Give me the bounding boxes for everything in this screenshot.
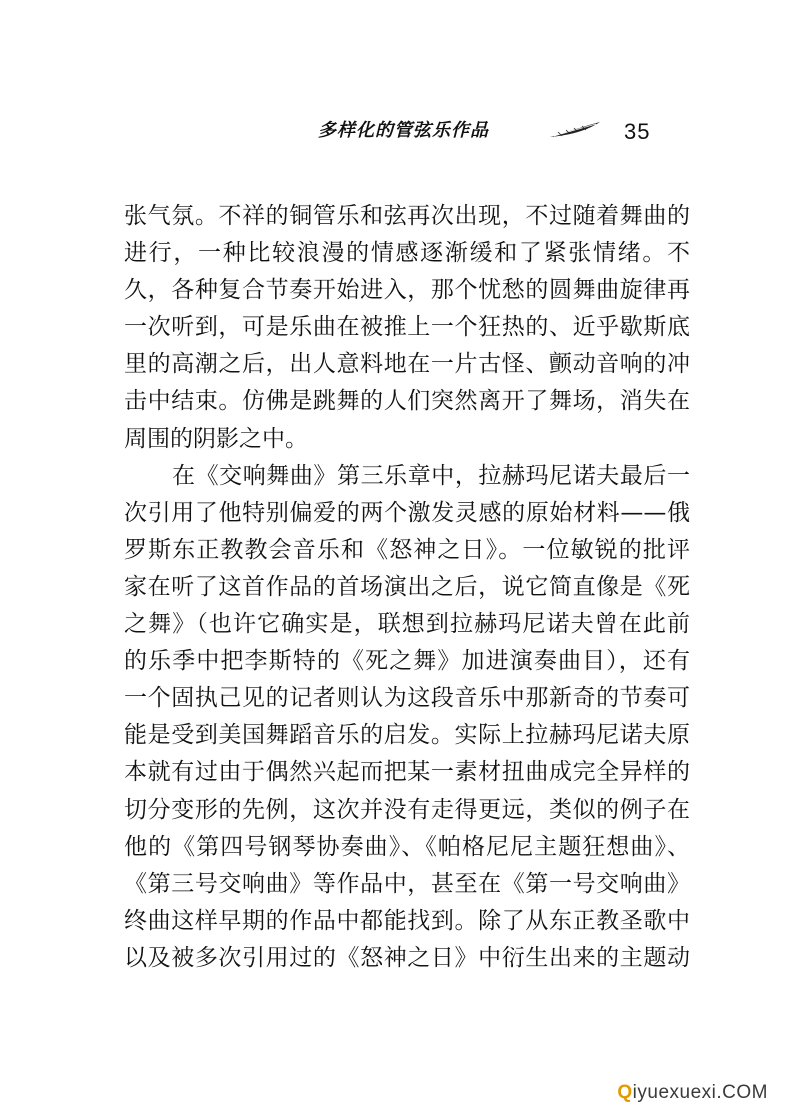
text-line: 切分变形的先例，这次并没有走得更远，类似的例子在 [124, 796, 690, 823]
text-line: 以及被多次引用过的《怒神之日》中衍生出来的主题动 [124, 944, 690, 971]
running-title: 多样化的管弦乐作品 [318, 120, 489, 141]
site-watermark [617, 1082, 768, 1104]
text-line: 家在听了这首作品的首场演出之后，说它简直像是《死 [124, 573, 690, 600]
text-line: 《第三号交响曲》等作品中，甚至在《第一号交响曲》 [124, 870, 690, 897]
watermark-logo-letter: Q [617, 1082, 633, 1103]
text-line: 本就有过由于偶然兴起而把某一素材扭曲成完全异样的 [124, 759, 690, 786]
text-line: 的乐季中把李斯特的《死之舞》加进演奏曲目），还有 [124, 648, 690, 675]
page-number: 35 [624, 119, 651, 144]
text-line: 他的《第四号钢琴协奏曲》、《帕格尼尼主题狂想曲》、 [124, 833, 690, 860]
text-line: 击中结束。仿佛是跳舞的人们突然离开了舞场，消失在 [124, 388, 690, 415]
quill-ornament-icon [548, 120, 602, 140]
running-header [0, 118, 794, 148]
text-line: 周围的阴影之中。 [124, 425, 308, 452]
text-line: 终曲这样早期的作品中都能找到。除了从东正教圣歌中 [124, 907, 690, 934]
text-line: 久，各种复合节奏开始进入，那个忧愁的圆舞曲旋律再 [124, 277, 690, 304]
text-line: 一次听到，可是乐曲在被推上一个狂热的、近乎歇斯底 [124, 314, 690, 341]
paragraph [124, 198, 690, 458]
text-line: 之舞》（也许它确实是，联想到拉赫玛尼诺夫曾在此前 [124, 611, 690, 638]
text-line: 在《交响舞曲》第三乐章中，拉赫玛尼诺夫最后一 [172, 462, 690, 489]
paragraph [124, 458, 690, 977]
text-line: 里的高潮之后，出人意料地在一片古怪、颤动音响的冲 [124, 351, 690, 378]
text-line: 罗斯东正教教会音乐和《怒神之日》。一位敏锐的批评 [124, 536, 690, 563]
text-line: 能是受到美国舞蹈音乐的启发。实际上拉赫玛尼诺夫原 [124, 722, 690, 749]
text-line: 张气氛。不祥的铜管乐和弦再次出现，不过随着舞曲的 [124, 203, 690, 229]
body-text [124, 198, 690, 977]
watermark-text: iyuexuexi.COM [632, 1082, 768, 1103]
text-line: 进行，一种比较浪漫的情感逐渐缓和了紧张情绪。不 [124, 240, 690, 267]
text-line: 次引用了他特别偏爱的两个激发灵感的原始材料——俄 [124, 499, 690, 526]
text-line: 一个固执己见的记者则认为这段音乐中那新奇的节奏可 [124, 685, 690, 712]
